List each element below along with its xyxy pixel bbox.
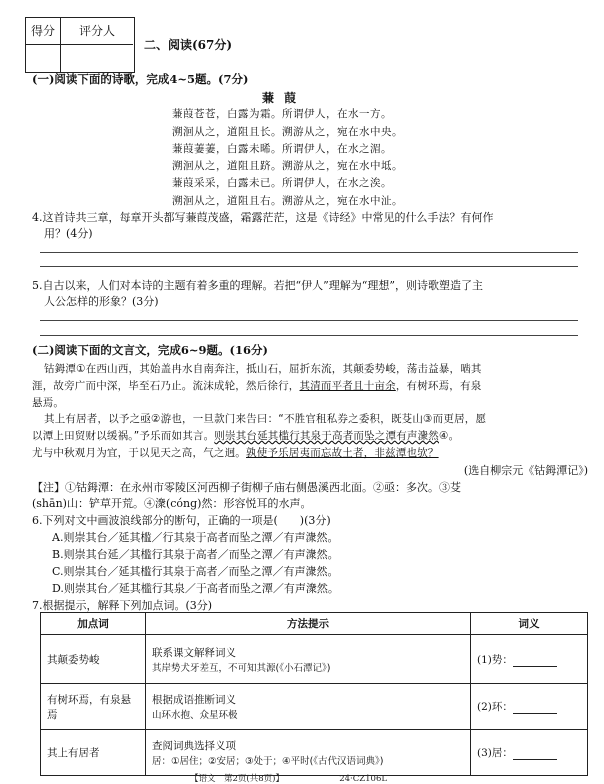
table-header: 加点词 xyxy=(41,613,146,635)
poem-line: 蒹葭萋萋，白露未晞。所谓伊人，在水之湄。 xyxy=(172,143,392,155)
notes-cont: (shān)山：铲草开荒。④潨(cóng)然：形容悦耳的水声。 xyxy=(32,497,312,510)
poem-line: 蒹葭苍苍，白露为霜。所谓伊人，在水一方。 xyxy=(172,108,392,120)
poem-line: 溯洄从之，道阻且跻。溯游从之，宛在水中坻。 xyxy=(172,160,403,172)
table-cell-answer[interactable]: (1)势： xyxy=(471,635,588,684)
option-b[interactable]: B.则崇其台延／其槛行其泉于高者／而坠之潭／有声潨然。 xyxy=(52,548,339,561)
answer-line[interactable] xyxy=(40,266,578,267)
table-cell-word: 其颠委势峻 xyxy=(41,635,146,684)
poem-line: 蒹葭采采，白露未已。所谓伊人，在水之涘。 xyxy=(172,177,392,189)
part1-heading: (一)阅读下面的诗歌，完成4~5题。(7分) xyxy=(32,72,249,86)
option-c[interactable]: C.则崇其台／延其槛行其泉于高者／而坠之潭／有声潨然。 xyxy=(52,565,339,578)
table-cell-hint: 查阅词典选择义项 居：①居住；②安居；③处于；④平时(《古代汉语词典》) xyxy=(146,730,471,776)
grader-label: 评分人 xyxy=(61,18,133,45)
question-7: 7.根据提示，解释下列加点词。(3分) xyxy=(32,599,213,612)
vocab-table xyxy=(40,612,588,776)
answer-line[interactable] xyxy=(40,252,578,253)
question-6: 6.下列对文中画波浪线部分的断句，正确的一项是( )(3分) xyxy=(32,514,331,527)
option-a[interactable]: A.则崇其台／延其槛／行其泉于高者而坠之潭／有声潨然。 xyxy=(52,531,339,544)
table-cell-answer[interactable]: (2)环： xyxy=(471,684,588,730)
wavy-underlined-sentence: 则崇其台延其槛行其泉于高者而坠之潭有声潨然 xyxy=(214,430,439,442)
page-footer: 【语文 第2页(共8页)】 24·CZ106L xyxy=(190,774,387,784)
underlined-sentence: 其清而平者且十亩余 xyxy=(299,380,396,392)
table-cell-word: 有树环焉，有泉悬焉 xyxy=(41,684,146,730)
passage-line: 悬焉。 xyxy=(32,397,65,409)
table-row xyxy=(41,684,588,730)
table-cell-word: 其上有居者 xyxy=(41,730,146,776)
score-label: 得分 xyxy=(26,18,61,45)
source-citation: (选自柳宗元《钴鉧潭记》) xyxy=(463,464,588,477)
answer-line[interactable] xyxy=(40,335,578,336)
notes: 【注】①钴鉧潭：在永州市零陵区河西柳子街柳子庙右侧愚溪西北面。②亟：多次。③芟 xyxy=(32,481,461,494)
passage-line: 钴鉧潭①在西山西，其始盖冉水自南奔注，抵山石，屈折东流，其颠委势峻，荡击益暴，啮其 xyxy=(44,363,482,375)
part2-heading: (二)阅读下面的文言文，完成6~9题。(16分) xyxy=(32,343,268,357)
table-cell-answer[interactable]: (3)居： xyxy=(471,730,588,776)
table-cell-hint: 根据成语推断词义 山环水抱、众星环极 xyxy=(146,684,471,730)
passage-line: 其上有居者，以予之亟②游也，一旦款门来告曰：“不胜官租私券之委积，既芟山③而更居，愿 xyxy=(44,413,487,425)
question-4-cont: 用？(4分) xyxy=(44,227,93,240)
option-d[interactable]: D.则崇其台／延其槛行其泉／于高者而坠之潭／有声潨然。 xyxy=(52,582,339,595)
table-header: 词义 xyxy=(471,613,588,635)
score-box xyxy=(25,17,135,73)
table-row xyxy=(41,635,588,684)
poem-title: 蒹葭 xyxy=(262,91,307,105)
question-5: 5.自古以来，人们对本诗的主题有着多重的理解。若把“伊人”理解为“理想”，则诗歌塑造了主 xyxy=(32,279,483,292)
answer-line[interactable] xyxy=(40,320,578,321)
passage-line: 尤与中秋观月为宜，于以见天之高，气之迥。孰使予乐居夷而忘故土者，非兹潭也欤？ xyxy=(32,447,439,459)
passage-line: 以潭上田贸财以缓祸。”予乐而如其言。则崇其台延其槛行其泉于高者而坠之潭有声潨然④。 xyxy=(32,430,460,442)
passage-line: 涯，故旁广而中深，毕至石乃止。流沫成轮，然后徐行，其清而平者且十亩余，有树环焉，有泉 xyxy=(32,380,482,392)
table-header: 方法提示 xyxy=(146,613,471,635)
poem-line: 溯洄从之，道阻且右。溯游从之，宛在水中沚。 xyxy=(172,195,403,207)
question-5-cont: 人公怎样的形象？(3分) xyxy=(44,295,159,308)
table-cell-hint: 联系课文解释词义 其岸势犬牙差互，不可知其源(《小石潭记》) xyxy=(146,635,471,684)
section-title: 二、阅读(67分) xyxy=(144,38,233,52)
underlined-sentence: 孰使予乐居夷而忘故土者，非兹潭也欤？ xyxy=(246,447,439,459)
question-4: 4.这首诗共三章，每章开头都写蒹葭茂盛，霜露茫茫，这是《诗经》中常见的什么手法？有何作 xyxy=(32,211,494,224)
poem-line: 溯洄从之，道阻且长。溯游从之，宛在水中央。 xyxy=(172,126,403,138)
table-row xyxy=(41,730,588,776)
